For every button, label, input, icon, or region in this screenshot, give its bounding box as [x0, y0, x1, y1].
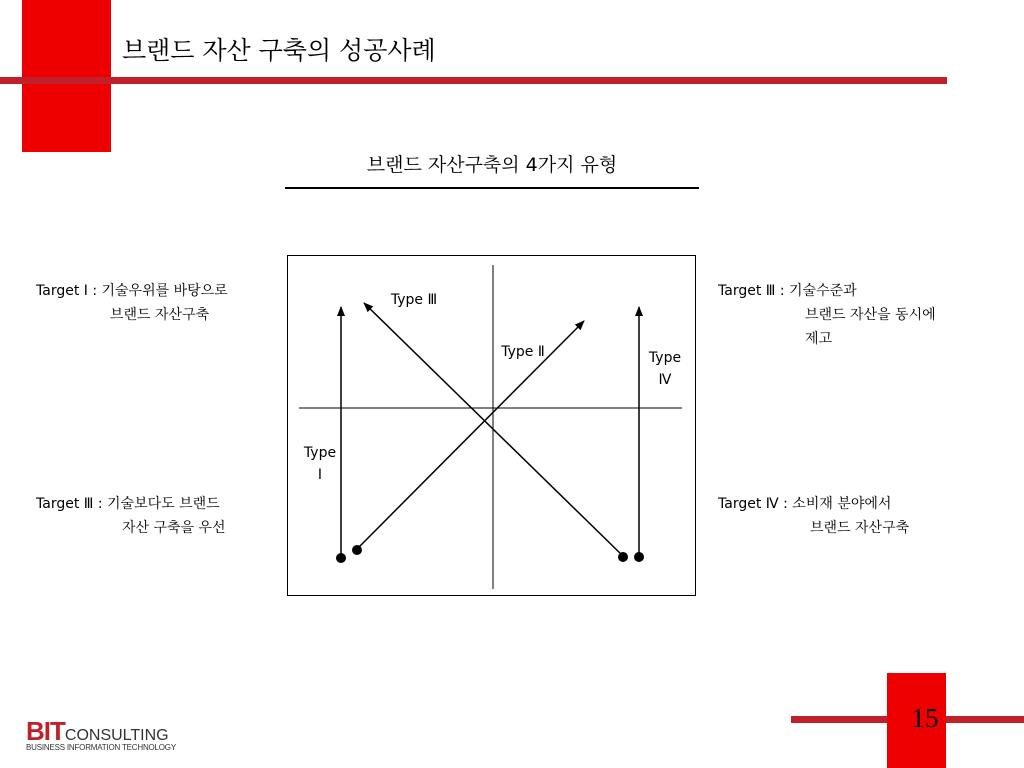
type-4-label: [640, 347, 690, 391]
type-4-label-line2: Ⅳ: [658, 372, 672, 388]
type-2-origin-dot: [352, 545, 362, 555]
target-1-note: [36, 279, 228, 327]
target-3-right-line1: Target Ⅲ : 기술수준과: [718, 283, 857, 299]
target-3-right-note: [718, 279, 936, 351]
target-3-right-line2: 브랜드 자산을 동시에: [805, 307, 936, 323]
diagram-subtitle: 브랜드 자산구축의 4가지 유형: [366, 154, 618, 176]
logo-brand: BIT: [26, 716, 65, 746]
target-4-line1: Target Ⅳ : 소비재 분야에서: [718, 496, 892, 512]
type-4-origin-dot: [634, 552, 644, 562]
type-1-label-line1: Type: [303, 445, 337, 461]
type-1-origin-dot: [336, 553, 346, 563]
type-1-label-line2: Ⅰ: [317, 467, 323, 483]
quadrant-diagram: [287, 255, 696, 596]
target-4-line2: 브랜드 자산구축: [810, 520, 910, 536]
red-corner-block: [22, 0, 111, 152]
target-3-left-note: [36, 492, 226, 540]
type-2-label: Type Ⅱ: [501, 344, 545, 360]
type-4-label-line1: Type: [648, 350, 682, 366]
target-4-note: [718, 492, 909, 540]
logo-consulting: CONSULTING: [64, 727, 169, 744]
target-3-right-line3: 제고: [805, 331, 833, 347]
title-underline-bar: [0, 77, 947, 84]
type-3-origin-dot: [618, 552, 628, 562]
subtitle-rule: [285, 187, 699, 189]
target-1-line2: 브랜드 자산구축: [110, 307, 210, 323]
logo-tagline: BUSINESS INFORMATION TECHNOLOGY: [26, 743, 176, 752]
slide-title: 브랜드 자산 구축의 성공사례: [122, 36, 436, 65]
target-3-left-line2: 자산 구축을 우선: [122, 520, 226, 536]
type-1-label: [296, 442, 344, 486]
target-3-left-line1: Target Ⅲ : 기술보다도 브랜드: [36, 496, 220, 512]
type-3-label: Type Ⅲ: [390, 292, 438, 308]
page-number: 15: [911, 703, 939, 733]
target-1-line1: Target Ⅰ : 기술우위를 바탕으로: [36, 283, 228, 299]
footer-bar-left: [791, 716, 888, 723]
